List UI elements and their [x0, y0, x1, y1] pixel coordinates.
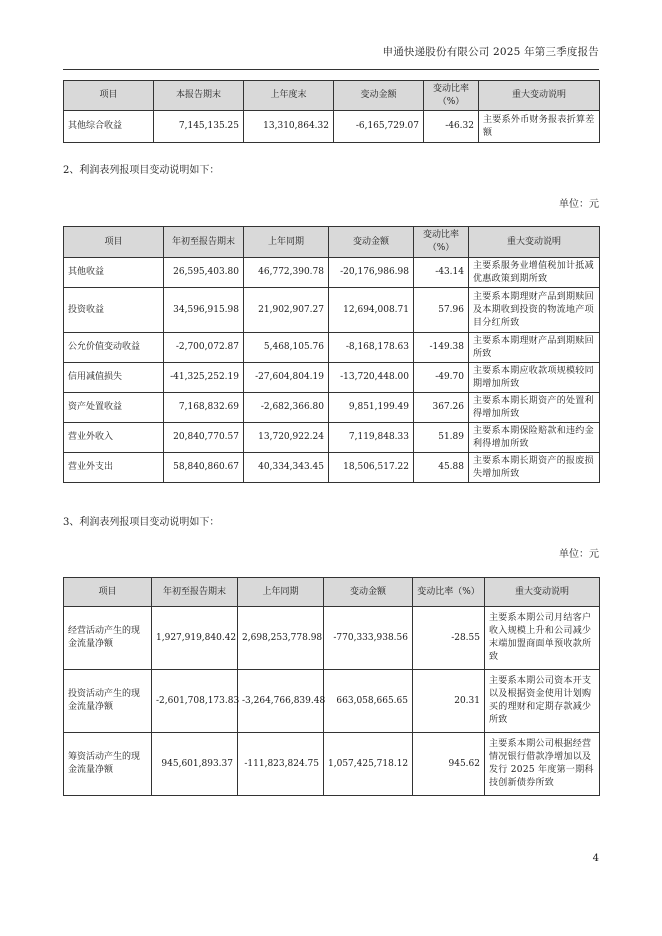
row-label: 其他综合收益 [64, 111, 154, 143]
cashflow-change-table [63, 577, 600, 796]
table-row [64, 733, 600, 796]
page-number: 4 [592, 853, 599, 864]
cell-note: 主要系本期理财产品到期赎回及本期收到投资的物流地产项目分红所致 [469, 288, 600, 333]
cell-value: -43.14 [414, 258, 469, 288]
page-header: 申通快递股份有限公司 2025 年第三季度报告 [382, 46, 599, 58]
col-header: 变动金额 [329, 227, 414, 258]
cell-value: 46,772,390.78 [244, 258, 329, 288]
col-header: 变动金额 [324, 578, 413, 607]
cell-value: -770,333,938.56 [324, 607, 413, 670]
header-divider [63, 69, 599, 70]
cell-value: -2,601,708,173.83 [152, 670, 238, 733]
cell-value: 7,119,848.33 [329, 423, 414, 453]
table-row [64, 258, 600, 288]
col-header: 重大变动说明 [485, 578, 600, 607]
cell-value: 1,057,425,718.12 [324, 733, 413, 796]
cell-value: 51.89 [414, 423, 469, 453]
col-header: 变动比率（%） [424, 81, 479, 111]
table-row [64, 607, 600, 670]
cell-value: 2,698,253,778.98 [238, 607, 324, 670]
cell-note: 主要系本期保险赔款和违约金利得增加所致 [469, 423, 600, 453]
col-header: 项目 [64, 227, 164, 258]
cell-value: 945,601,893.37 [152, 733, 238, 796]
col-header: 项目 [64, 81, 154, 111]
cell-value: 9,851,199.49 [329, 393, 414, 423]
cell-value: -2,682,366.80 [244, 393, 329, 423]
cell-value: -3,264,766,839.48 [238, 670, 324, 733]
col-header: 变动比率（%） [414, 227, 469, 258]
table-row [64, 393, 600, 423]
cell-value: 18,506,517.22 [329, 453, 414, 483]
col-header: 上年同期 [244, 227, 329, 258]
table-row [64, 670, 600, 733]
row-label: 其他收益 [64, 258, 164, 288]
col-header: 年初至报告期末 [152, 578, 238, 607]
table-row [64, 111, 600, 143]
cell-value: 20.31 [413, 670, 485, 733]
cell-value: 57.96 [414, 288, 469, 333]
cell-value: 663,058,665.65 [324, 670, 413, 733]
cell-value: -28.55 [413, 607, 485, 670]
cell-value: -6,165,729.07 [334, 111, 424, 143]
row-label: 投资活动产生的现金流量净额 [64, 670, 152, 733]
cell-value: 13,310,864.32 [244, 111, 334, 143]
cell-value: -13,720,448.00 [329, 363, 414, 393]
cell-value: 13,720,922.24 [244, 423, 329, 453]
cell-value: -27,604,804.19 [244, 363, 329, 393]
cell-note: 主要系本期长期资产的报废损失增加所致 [469, 453, 600, 483]
row-label: 信用减值损失 [64, 363, 164, 393]
cell-value: -46.32 [424, 111, 479, 143]
cell-value: 20,840,770.57 [164, 423, 244, 453]
row-label: 公允价值变动收益 [64, 333, 164, 363]
cell-value: 58,840,860.67 [164, 453, 244, 483]
cell-note: 主要系本期公司月结客户收入规模上升和公司减少末端加盟商面单预收款所致 [485, 607, 600, 670]
cell-value: 1,927,919,840.42 [152, 607, 238, 670]
row-label: 经营活动产生的现金流量净额 [64, 607, 152, 670]
table-row [64, 423, 600, 453]
cell-value: 7,168,832.69 [164, 393, 244, 423]
cell-value: -41,325,252.19 [164, 363, 244, 393]
cell-value: 45.88 [414, 453, 469, 483]
section-title: 2、利润表列报项目变动说明如下： [63, 165, 220, 176]
col-header: 本报告期末 [154, 81, 244, 111]
unit-label: 单位：元 [559, 199, 599, 210]
cell-value: 945.62 [413, 733, 485, 796]
cell-value: -2,700,072.87 [164, 333, 244, 363]
row-label: 营业外支出 [64, 453, 164, 483]
cell-value: 367.26 [414, 393, 469, 423]
cell-value: -111,823,824.75 [238, 733, 324, 796]
table-row [64, 288, 600, 333]
table-row [64, 333, 600, 363]
cell-note: 主要系外币财务报表折算差额 [479, 111, 600, 143]
row-label: 资产处置收益 [64, 393, 164, 423]
cell-value: -20,176,986.98 [329, 258, 414, 288]
cell-value: 5,468,105.76 [244, 333, 329, 363]
col-header: 年初至报告期末 [164, 227, 244, 258]
col-header: 上年同期 [238, 578, 324, 607]
cell-note: 主要系本期公司根据经营情况银行借款净增加以及发行 2025 年度第一期科技创新债券所致 [485, 733, 600, 796]
cell-note: 主要系本期公司资本开支以及根据资金使用计划购买的理财和定期存款减少所致 [485, 670, 600, 733]
row-label: 营业外收入 [64, 423, 164, 453]
cell-value: -8,168,178.63 [329, 333, 414, 363]
col-header: 重大变动说明 [479, 81, 600, 111]
cell-value: 12,694,008.71 [329, 288, 414, 333]
cell-value: -149.38 [414, 333, 469, 363]
section-title: 3、利润表列报项目变动说明如下： [63, 517, 220, 528]
table-row [64, 363, 600, 393]
cell-value: 40,334,343.45 [244, 453, 329, 483]
cell-value: 21,902,907.27 [244, 288, 329, 333]
cell-note: 主要系本期理财产品到期赎回所致 [469, 333, 600, 363]
cell-value: -49.70 [414, 363, 469, 393]
cell-value: 34,596,915.98 [164, 288, 244, 333]
cell-value: 7,145,135.25 [154, 111, 244, 143]
cell-note: 主要系本期长期资产的处置利得增加所致 [469, 393, 600, 423]
unit-label: 单位：元 [559, 549, 599, 560]
col-header: 变动比率（%） [413, 578, 485, 607]
row-label: 投资收益 [64, 288, 164, 333]
table-row [64, 453, 600, 483]
col-header: 重大变动说明 [469, 227, 600, 258]
balance-change-table [63, 80, 600, 143]
col-header: 变动金额 [334, 81, 424, 111]
row-label: 筹资活动产生的现金流量净额 [64, 733, 152, 796]
col-header: 项目 [64, 578, 152, 607]
income-change-table [63, 226, 600, 483]
col-header: 上年度末 [244, 81, 334, 111]
cell-note: 主要系本期应收款项规模较同期增加所致 [469, 363, 600, 393]
cell-note: 主要系服务业增值税加计抵减优惠政策到期所致 [469, 258, 600, 288]
cell-value: 26,595,403.80 [164, 258, 244, 288]
